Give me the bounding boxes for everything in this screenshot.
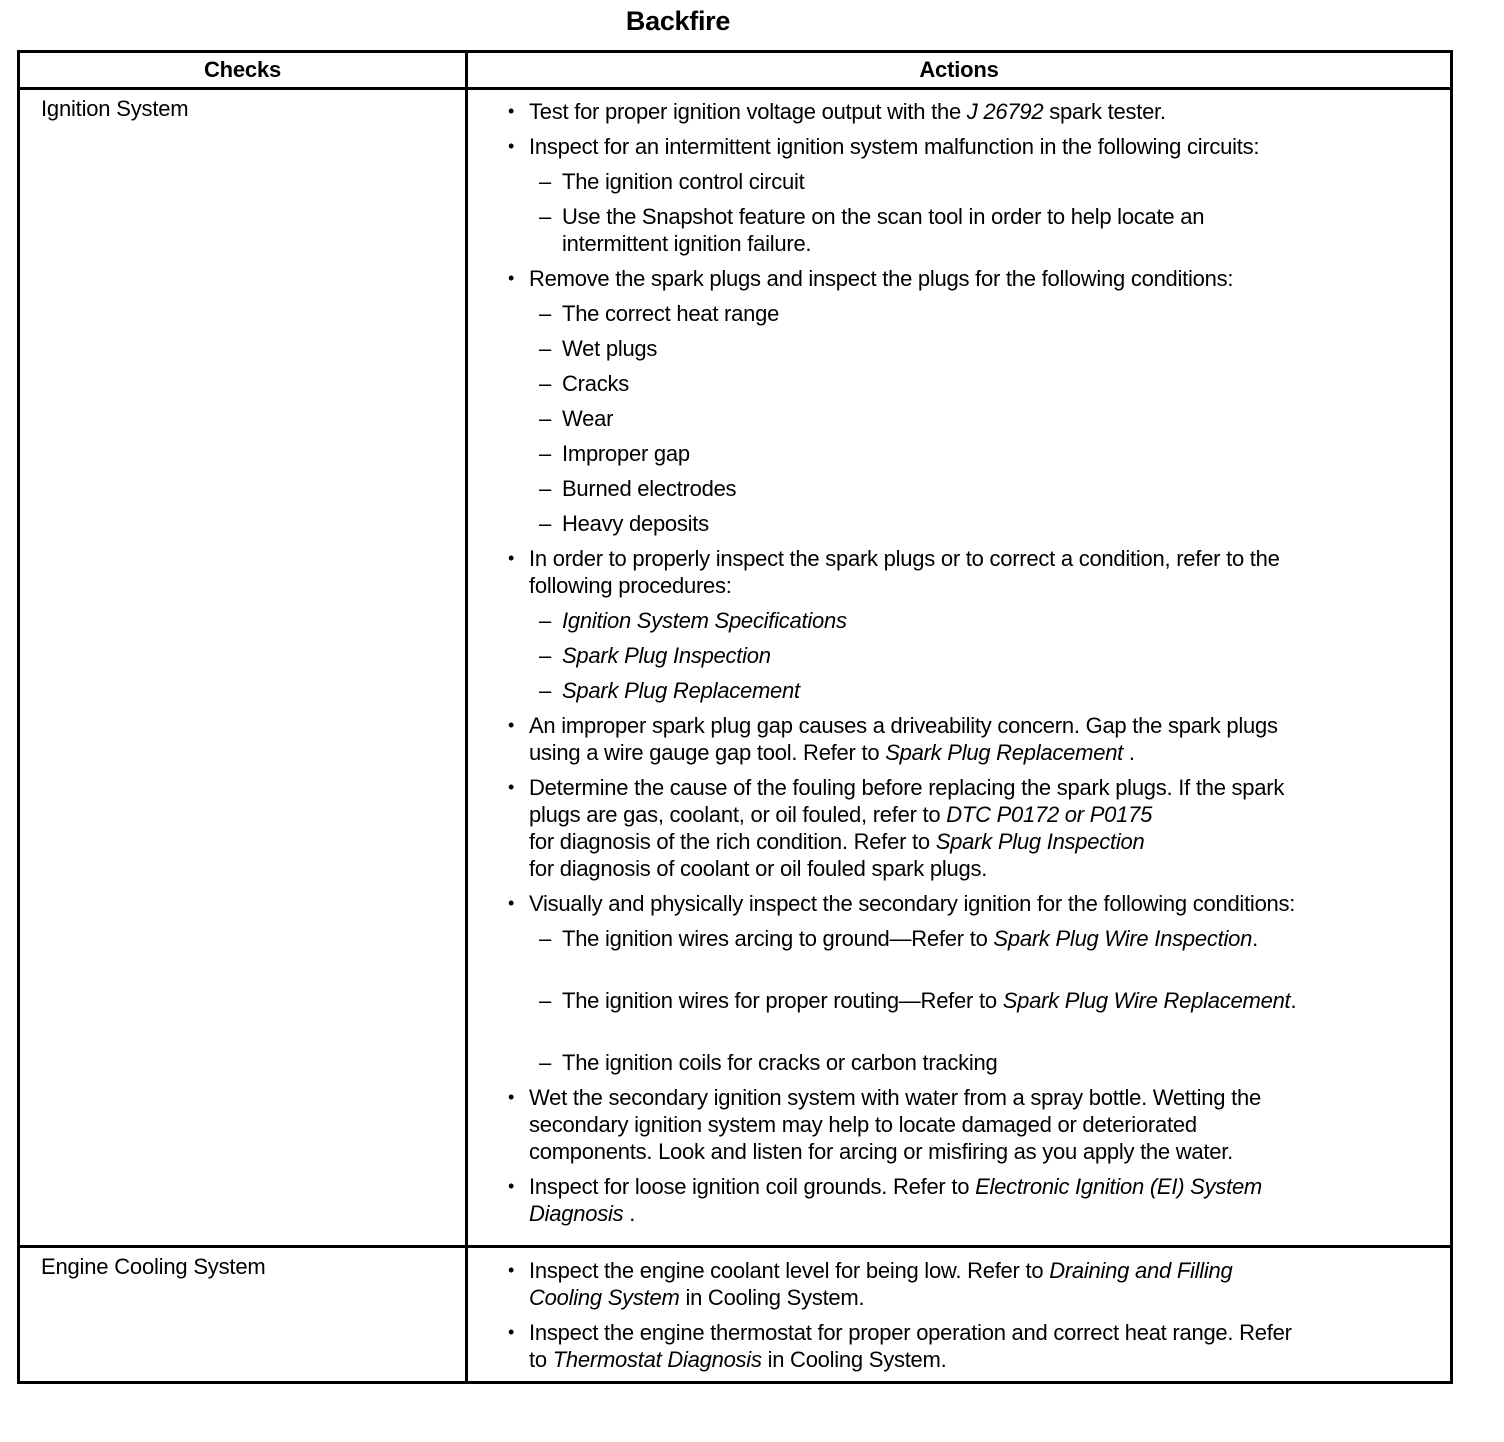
sub-item (529, 510, 1440, 537)
dash-icon: – (539, 441, 551, 466)
dash-icon: – (539, 301, 551, 326)
text-line (562, 1049, 1440, 1076)
text-line (562, 300, 1440, 327)
sub-item (529, 300, 1440, 327)
sub-item-list (529, 168, 1440, 257)
text-segment: Test for proper ignition voltage output with the (529, 99, 967, 124)
text-line (562, 607, 1440, 634)
table-row (19, 89, 1452, 1247)
reference-link-text: J 26792 (966, 99, 1044, 124)
text-line (529, 1284, 1440, 1311)
check-cell (19, 89, 467, 1247)
sub-item (529, 925, 1440, 952)
table-row (19, 1247, 1452, 1383)
text-segment: spark tester. (1043, 99, 1166, 124)
text-segment: In order to properly inspect the spark plugs or to correct a condition, refer to the (529, 546, 1280, 571)
text-line (529, 98, 1440, 125)
text-line (529, 890, 1440, 917)
reference-link-text: Spark Plug Inspection (562, 643, 771, 668)
sub-item (529, 335, 1440, 362)
text-line (562, 510, 1440, 537)
text-line (562, 230, 1440, 257)
action-item (508, 98, 1440, 125)
bullet-icon: • (508, 777, 515, 797)
text-segment: Wet the secondary ignition system with water from a spray bottle. Wetting the (529, 1085, 1261, 1110)
text-segment: . (1252, 926, 1258, 951)
reference-link-text: Spark Plug Wire Inspection (993, 926, 1253, 951)
text-line (529, 545, 1440, 572)
dash-icon: – (539, 511, 551, 536)
text-line (529, 712, 1440, 739)
page-title: Backfire (625, 6, 731, 36)
text-segment: Inspect for an intermittent ignition system malfunction in the following circuits: (529, 134, 1260, 159)
dash-icon: – (539, 204, 551, 229)
text-line (562, 987, 1440, 1014)
bullet-icon: • (508, 1176, 515, 1196)
text-segment: components. Look and listen for arcing or misfiring as you apply the water. (529, 1139, 1233, 1164)
bullet-icon: • (508, 101, 515, 121)
text-line (529, 801, 1440, 828)
text-segment: The ignition control circuit (562, 169, 805, 194)
reference-link-text: Ignition System Specifications (562, 608, 847, 633)
column-header-actions: Actions (467, 52, 1452, 89)
action-item (508, 774, 1440, 882)
text-line (529, 774, 1440, 801)
table-header-row (19, 52, 1452, 89)
reference-link-text: Spark Plug Wire Replacement (1002, 988, 1291, 1013)
text-line (529, 572, 1440, 599)
dash-icon: – (539, 406, 551, 431)
text-segment: Visually and physically inspect the secondary ignition for the following conditions: (529, 891, 1296, 916)
sub-item (529, 475, 1440, 502)
bullet-icon: • (508, 548, 515, 568)
check-label: Ignition System (41, 96, 189, 121)
text-segment: secondary ignition system may help to locate damaged or deteriorated (529, 1112, 1197, 1137)
text-line (529, 265, 1440, 292)
text-line (562, 405, 1440, 432)
text-segment: . (1290, 988, 1297, 1013)
text-line (529, 1319, 1440, 1346)
actions-cell (467, 89, 1452, 1247)
text-line (529, 1084, 1440, 1111)
bullet-icon: • (508, 1322, 515, 1342)
action-item (508, 890, 1440, 1076)
sub-item (529, 168, 1440, 195)
text-segment: in Cooling System. (679, 1285, 865, 1310)
sub-item (529, 987, 1440, 1014)
text-segment: Determine the cause of the fouling before replacing the spark plugs. If the spark (529, 775, 1285, 800)
dash-icon: – (539, 926, 551, 951)
check-cell (19, 1247, 467, 1383)
reference-link-text: Draining and Filling (1049, 1258, 1233, 1283)
dash-icon: – (539, 608, 551, 633)
reference-link-text: DTC P0172 or P0175 (946, 802, 1153, 827)
text-line (562, 677, 1440, 704)
text-segment: The ignition wires for proper routing—Refer to (562, 988, 1003, 1013)
bullet-icon: • (508, 1087, 515, 1107)
text-line (562, 925, 1440, 952)
text-line (529, 1173, 1440, 1200)
sub-item (529, 642, 1440, 669)
action-item (508, 545, 1440, 704)
text-segment: for diagnosis of the rich condition. Refer to (529, 829, 936, 854)
sub-item-list (529, 925, 1440, 1076)
reference-link-text: Spark Plug Replacement (562, 678, 800, 703)
text-segment: Wet plugs (562, 336, 658, 361)
text-line (562, 335, 1440, 362)
dash-icon: – (539, 169, 551, 194)
dash-icon: – (539, 1050, 551, 1075)
reference-link-text: Cooling System (529, 1285, 680, 1310)
text-line (529, 739, 1440, 766)
dash-icon: – (539, 371, 551, 396)
text-segment: . (1123, 740, 1135, 765)
text-segment: Burned electrodes (562, 476, 737, 501)
dash-icon: – (539, 678, 551, 703)
action-item (508, 1319, 1440, 1373)
dash-icon: – (539, 336, 551, 361)
checks-actions-table (17, 50, 1453, 1384)
action-item (508, 1173, 1440, 1227)
sub-item (529, 607, 1440, 634)
text-line (562, 440, 1440, 467)
text-line (562, 168, 1440, 195)
text-segment: Inspect the engine coolant level for being low. Refer to (529, 1258, 1050, 1283)
text-segment: using a wire gauge gap tool. Refer to (529, 740, 886, 765)
reference-link-text: Thermostat Diagnosis (552, 1347, 762, 1372)
reference-link-text: Electronic Ignition (EI) System (975, 1174, 1263, 1199)
reference-link-text: Spark Plug Inspection (935, 829, 1145, 854)
text-segment: in Cooling System. (761, 1347, 947, 1372)
sub-item (529, 203, 1440, 257)
text-line (529, 855, 1440, 882)
text-segment: Use the Snapshot feature on the scan tool in order to help locate an (562, 204, 1205, 229)
bullet-icon: • (508, 136, 515, 156)
dash-icon: – (539, 988, 551, 1013)
text-segment: intermittent ignition failure. (562, 231, 812, 256)
text-line (562, 475, 1440, 502)
text-line (562, 370, 1440, 397)
text-segment: Improper gap (562, 441, 690, 466)
sub-item (529, 1049, 1440, 1076)
text-segment: The ignition wires arcing to ground—Refer to (562, 926, 994, 951)
text-segment: Wear (562, 406, 614, 431)
text-line (529, 1346, 1440, 1373)
action-item (508, 1084, 1440, 1165)
text-line (529, 1138, 1440, 1165)
action-item (508, 1257, 1440, 1311)
text-line (529, 828, 1440, 855)
sub-item-list (529, 300, 1440, 537)
dash-icon: – (539, 476, 551, 501)
text-segment: Inspect the engine thermostat for proper operation and correct heat range. Refer (529, 1320, 1292, 1345)
sub-item (529, 370, 1440, 397)
text-line (529, 133, 1440, 160)
actions-list (468, 1248, 1450, 1373)
actions-list (468, 90, 1450, 1227)
check-label: Engine Cooling System (41, 1254, 266, 1279)
sub-item (529, 440, 1440, 467)
reference-link-text: Diagnosis (529, 1201, 624, 1226)
text-segment: The ignition coils for cracks or carbon tracking (562, 1050, 998, 1075)
sub-item (529, 677, 1440, 704)
dash-icon: – (539, 643, 551, 668)
bullet-icon: • (508, 268, 515, 288)
text-segment: for diagnosis of coolant or oil fouled spark plugs. (529, 856, 988, 881)
text-line (529, 1257, 1440, 1284)
text-segment: to (529, 1347, 553, 1372)
bullet-icon: • (508, 1260, 515, 1280)
text-line (562, 203, 1440, 230)
text-segment: following procedures: (529, 573, 732, 598)
actions-cell (467, 1247, 1452, 1383)
bullet-icon: • (508, 715, 515, 735)
text-line (529, 1111, 1440, 1138)
reference-link-text: Spark Plug Replacement (885, 740, 1124, 765)
text-segment: An improper spark plug gap causes a driveability concern. Gap the spark plugs (529, 713, 1278, 738)
action-item (508, 712, 1440, 766)
sub-item-list (529, 607, 1440, 704)
text-line (529, 1200, 1440, 1227)
text-segment: Remove the spark plugs and inspect the plugs for the following conditions: (529, 266, 1234, 291)
text-line (562, 642, 1440, 669)
action-item (508, 265, 1440, 537)
action-item (508, 133, 1440, 257)
text-segment: plugs are gas, coolant, or oil fouled, refer to (529, 802, 947, 827)
text-segment: . (623, 1201, 636, 1226)
text-segment: Inspect for loose ignition coil grounds. Refer to (529, 1174, 976, 1199)
text-segment: Heavy deposits (562, 511, 709, 536)
text-segment: Cracks (562, 371, 629, 396)
bullet-icon: • (508, 893, 515, 913)
column-header-checks: Checks (19, 52, 467, 89)
text-segment: The correct heat range (562, 301, 780, 326)
sub-item (529, 405, 1440, 432)
